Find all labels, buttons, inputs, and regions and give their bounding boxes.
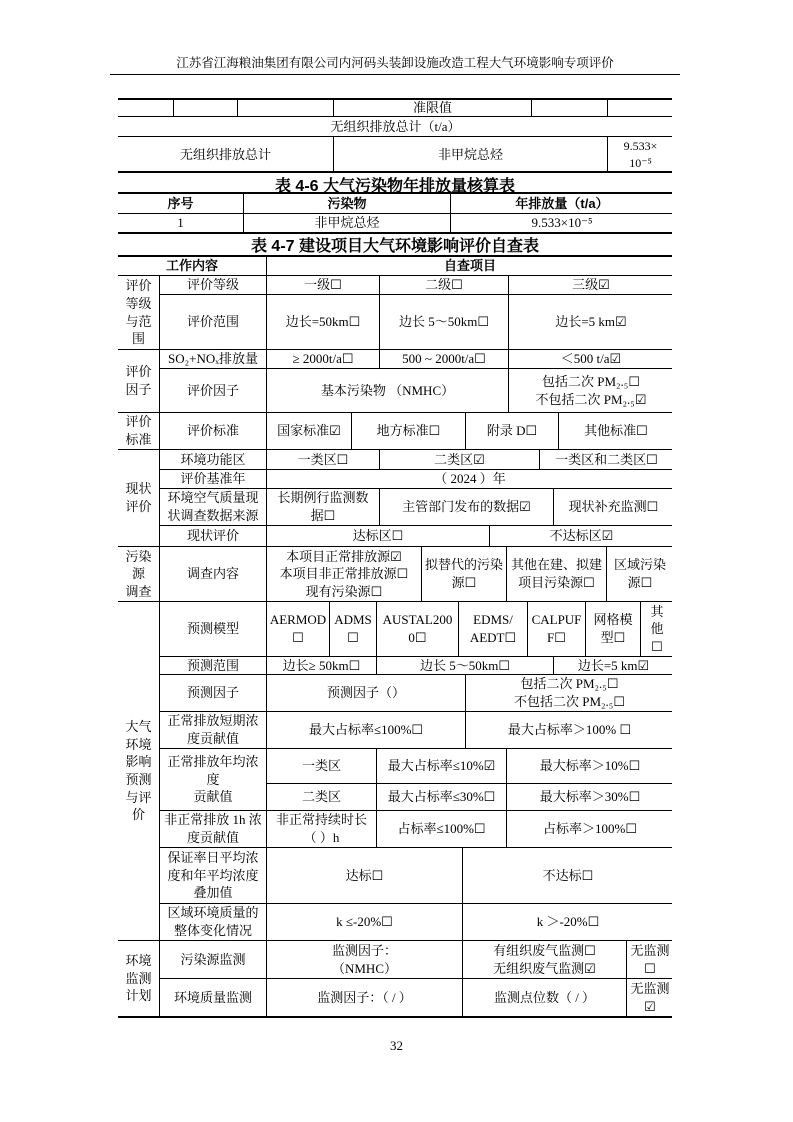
running-header: 江苏省江海粮油集团有限公司内河码头装卸设施改造工程大气环境影响专项评价 xyxy=(176,56,614,70)
checkbox-option[interactable]: 二类区☑ xyxy=(380,450,540,470)
checkbox-option[interactable]: 拟替代的污染 源☐ xyxy=(422,547,507,602)
table-4-7 xyxy=(118,255,672,1018)
cell xyxy=(238,100,334,117)
cell xyxy=(532,100,608,117)
row-label: SO₂+NOₓ排放量 xyxy=(160,350,267,369)
row-label: 评价标准 xyxy=(160,413,267,450)
checkbox-option[interactable]: 最大占标率≤100%☐ xyxy=(267,712,466,749)
checkbox-option[interactable]: 边长≥ 50km☐ xyxy=(267,657,377,675)
checkbox-option[interactable]: 其他在建、拟建 项目污染源☐ xyxy=(507,547,607,602)
row-label: 环境质量监测 xyxy=(160,979,267,1017)
cell: 二类区 xyxy=(267,784,377,811)
checkbox-option[interactable]: 无监测 ☐ xyxy=(627,941,672,979)
cell xyxy=(174,100,238,117)
checkbox-option[interactable]: ADMS ☐ xyxy=(330,602,377,657)
checkbox-option[interactable]: 500 ~ 2000t/a☐ xyxy=(380,350,509,369)
checkbox-option[interactable]: AERMOD ☐ xyxy=(267,602,330,657)
group-label: 评价 等级 与范 围 xyxy=(118,276,160,350)
checkbox-option[interactable]: 边长 5～50km☐ xyxy=(377,657,554,675)
cell: 非甲烷总烃 xyxy=(334,137,608,173)
checkbox-option[interactable]: 其他标准☐ xyxy=(559,413,672,450)
header-cell: 序号 xyxy=(118,194,244,214)
checkbox-option[interactable]: 最大占标率≤30%☐ xyxy=(377,784,507,811)
checkbox-option[interactable]: AUSTAL200 0☐ xyxy=(377,602,459,657)
checkbox-option[interactable]: 三级☑ xyxy=(509,276,672,295)
row-label: 评价基准年 xyxy=(160,470,267,489)
cell: 监测因子： （NMHC） xyxy=(267,941,463,979)
row-label: 区域环境质量的 整体变化情况 xyxy=(160,904,267,941)
base-year-value: （ 2024 ）年 xyxy=(267,470,672,489)
checkbox-option[interactable]: 网格模 型☐ xyxy=(586,602,641,657)
checkbox-option[interactable]: 边长=50km☐ xyxy=(267,295,380,350)
cell: 基本污染物 （NMHC） xyxy=(267,369,509,413)
checkbox-option[interactable]: 现状补充监测☐ xyxy=(554,489,672,526)
checkbox-option[interactable]: 边长=5 km☑ xyxy=(554,657,672,675)
cell: 监测因子：（ / ） xyxy=(267,979,463,1017)
checkbox-option[interactable]: 最大标率＞10%☐ xyxy=(507,749,672,784)
checkbox-option[interactable]: 地方标准☐ xyxy=(352,413,466,450)
cell: 9.533× 10⁻⁵ xyxy=(608,137,672,173)
checkbox-option[interactable]: 无监测 ☑ xyxy=(627,979,672,1017)
checkbox-option[interactable]: 占标率＞100%☐ xyxy=(507,811,672,848)
group-label: 大气 环境 影响 预测 与评 价 xyxy=(118,602,160,941)
checkbox-option[interactable]: 二级☐ xyxy=(380,276,509,295)
row-label: 预测模型 xyxy=(160,602,267,657)
checkbox-option[interactable]: 国家标准☑ xyxy=(267,413,352,450)
checkbox-option[interactable]: 包括二次 PM₂.₅☐ 不包括二次 PM₂.₅☐ xyxy=(466,675,672,712)
checkbox-option[interactable]: 附录 D☐ xyxy=(466,413,559,450)
page-number: 32 xyxy=(390,1038,403,1053)
cell: 一类区 xyxy=(267,749,377,784)
group-label: 环境 监测 计划 xyxy=(118,941,160,1017)
checkbox-option[interactable]: 不达标区☑ xyxy=(490,526,672,547)
checkbox-option[interactable]: 一级☐ xyxy=(267,276,380,295)
group-label: 污染 源 调查 xyxy=(118,547,160,602)
table-4-6 xyxy=(118,192,672,234)
checkbox-option[interactable]: 有组织废气监测☐ 无组织废气监测☑ xyxy=(463,941,627,979)
checkbox-option[interactable]: 达标区☐ xyxy=(267,526,490,547)
header-cell: 自查项目 xyxy=(267,257,672,276)
row-label: 评价因子 xyxy=(160,369,267,413)
row-label: 污染源监测 xyxy=(160,941,267,979)
checkbox-option[interactable]: 包括二次 PM₂.₅☐ 不包括二次 PM₂.₅☑ xyxy=(509,369,672,413)
checkbox-option[interactable]: EDMS/ AEDT☐ xyxy=(459,602,528,657)
duration-field: 非正常持续时长 （ ）h xyxy=(267,811,377,848)
cell: 1 xyxy=(118,214,244,233)
checkbox-option[interactable]: ≥ 2000t/a☐ xyxy=(267,350,380,369)
row-label: 调查内容 xyxy=(160,547,267,602)
row-label: 预测因子 xyxy=(160,675,267,712)
row-label: 正常排放短期浓 度贡献值 xyxy=(160,712,267,749)
row-label: 非正常排放 1h 浓 度贡献值 xyxy=(160,811,267,848)
continuation-table xyxy=(118,98,672,173)
cell: 预测因子（） xyxy=(267,675,466,712)
row-label: 保证率日平均浓 度和年平均浓度 叠加值 xyxy=(160,848,267,904)
row-label: 评价范围 xyxy=(160,295,267,350)
header-rule xyxy=(110,74,680,75)
checkbox-option[interactable]: 边长 5～50km☐ xyxy=(380,295,509,350)
row-label: 正常排放年均浓 度 贡献值 xyxy=(160,749,267,811)
checkbox-option[interactable]: 最大标率＞30%☐ xyxy=(507,784,672,811)
cell: 无组织排放总计 xyxy=(118,137,334,173)
cell: 无组织排放总计（t/a） xyxy=(118,117,672,137)
row-label: 环境空气质量现 状调查数据来源 xyxy=(160,489,267,526)
group-label: 现状 评价 xyxy=(118,450,160,547)
checkbox-option[interactable]: 其 他 ☐ xyxy=(641,602,672,657)
header-cell: 工作内容 xyxy=(118,257,267,276)
checkbox-option[interactable]: 最大占标率＞100% ☐ xyxy=(466,712,672,749)
checkbox-option[interactable]: 本项目正常排放源☑ 本项目非正常排放源☐ 现有污染源☐ xyxy=(267,547,422,602)
checkbox-option[interactable]: k ≤-20%☐ xyxy=(267,904,463,941)
cell: 非甲烷总烃 xyxy=(244,214,451,233)
checkbox-option[interactable]: 区域污染 源☐ xyxy=(607,547,672,602)
row-label: 评价等级 xyxy=(160,276,267,295)
header-cell: 年排放量（t/a） xyxy=(451,194,672,214)
checkbox-option[interactable]: 主管部门发布的数据☑ xyxy=(380,489,554,526)
row-label: 环境功能区 xyxy=(160,450,267,470)
table-4-7-title: 表 4-7 建设项目大气环境影响评价自查表 xyxy=(250,238,540,255)
checkbox-option[interactable]: 不达标☐ xyxy=(463,848,672,904)
cell: 准限值 xyxy=(334,100,532,117)
checkbox-option[interactable]: 边长=5 km☑ xyxy=(509,295,672,350)
row-label: 现状评价 xyxy=(160,526,267,547)
group-label: 评价 标准 xyxy=(118,413,160,450)
cell: 9.533×10⁻⁵ xyxy=(451,214,672,233)
row-label: 预测范围 xyxy=(160,657,267,675)
checkbox-option[interactable]: 达标☐ xyxy=(267,848,463,904)
cell xyxy=(608,100,672,117)
table-4-6-title: 表 4-6 大气污染物年排放量核算表 xyxy=(274,178,516,195)
checkbox-option[interactable]: k ＞-20%☐ xyxy=(463,904,672,941)
checkbox-option[interactable]: CALPUF F☐ xyxy=(528,602,586,657)
checkbox-option[interactable]: ＜500 t/a☑ xyxy=(509,350,672,369)
cell xyxy=(118,100,174,117)
checkbox-option[interactable]: 最大占标率≤10%☑ xyxy=(377,749,507,784)
checkbox-option[interactable]: 一类区和二类区☐ xyxy=(540,450,672,470)
checkbox-option[interactable]: 一类区☐ xyxy=(267,450,380,470)
checkbox-option[interactable]: 长期例行监测数 据☐ xyxy=(267,489,380,526)
group-label: 评价 因子 xyxy=(118,350,160,413)
header-cell: 污染物 xyxy=(244,194,451,214)
checkbox-option[interactable]: 占标率≤100%☐ xyxy=(377,811,507,848)
cell: 监测点位数（ / ） xyxy=(463,979,627,1017)
